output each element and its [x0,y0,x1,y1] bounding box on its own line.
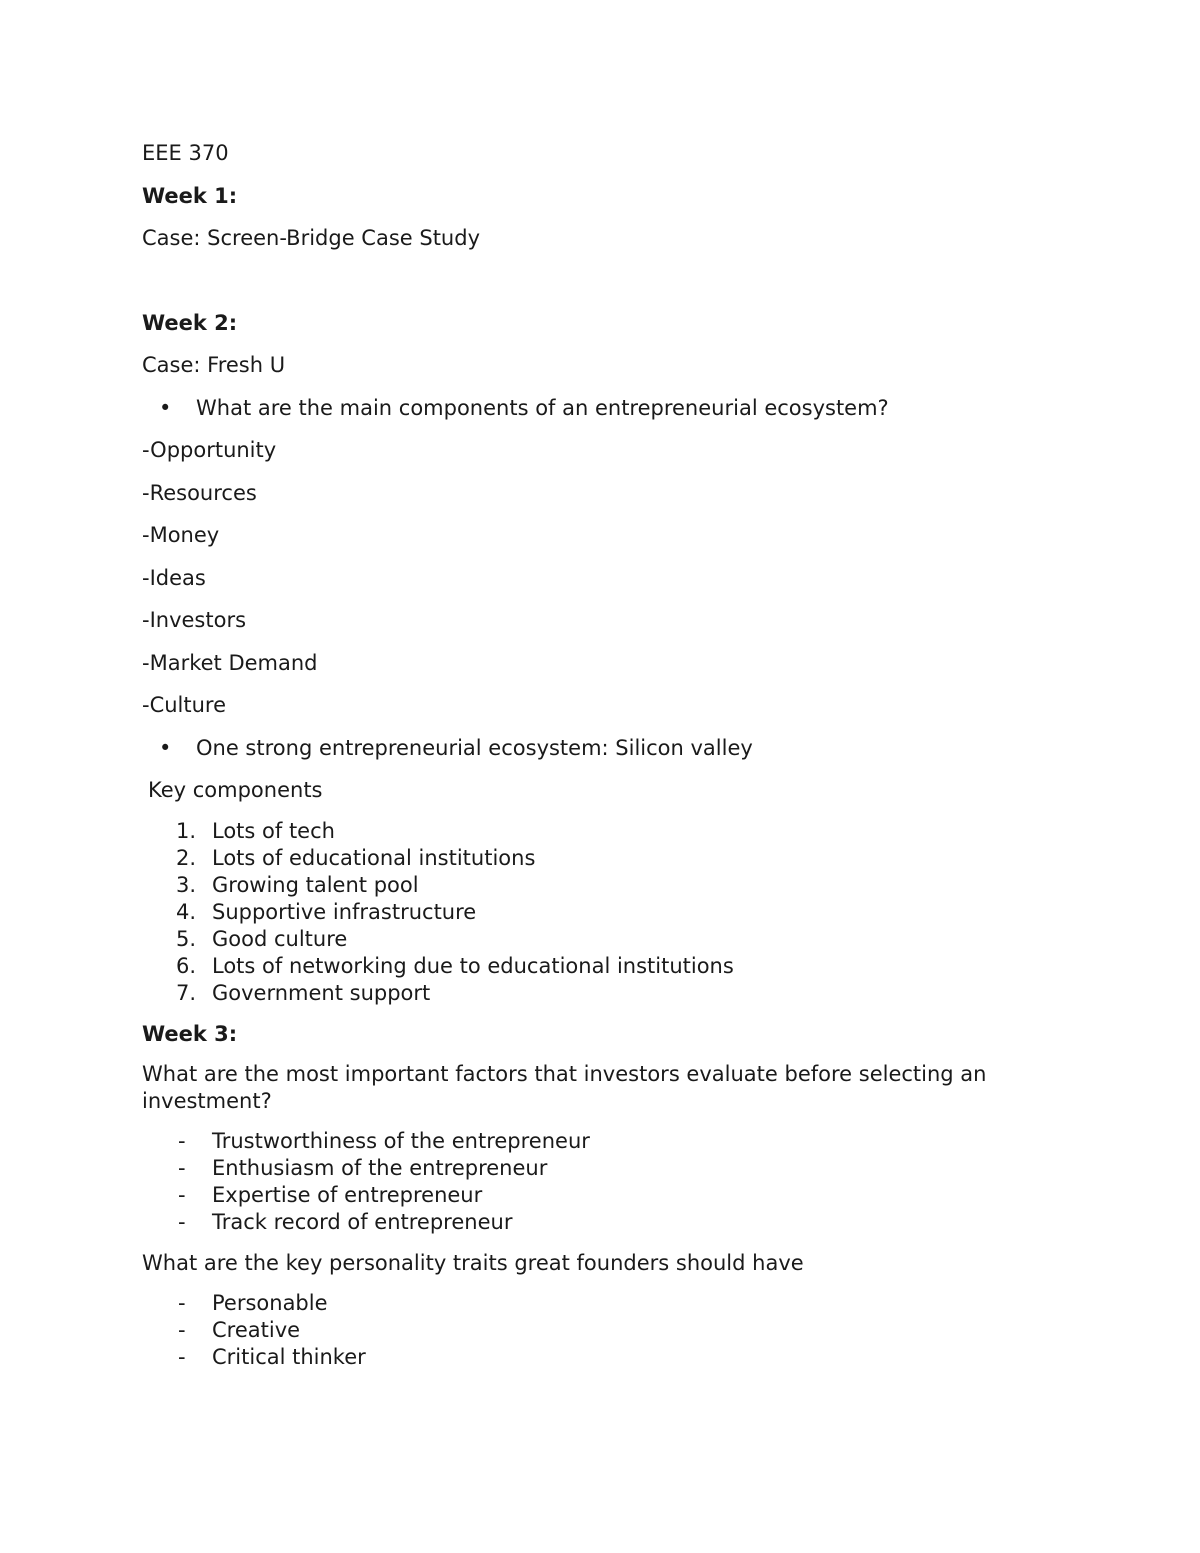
list-number: 1. [176,818,197,843]
list-item [142,1209,1042,1236]
week2-question-bullet [142,393,1042,423]
dash-marker: - [178,1182,186,1207]
list-number: 2. [176,845,197,870]
week3-heading: Week 3: [142,1021,238,1046]
list-item-text: Enthusiasm of the entrepreneur [212,1155,548,1180]
list-item-text: Creative [212,1318,301,1342]
list-item-text: Track record of entrepreneur [212,1209,513,1234]
list-item-text: Expertise of entrepreneur [212,1182,483,1207]
list-number: 5. [176,926,197,951]
week2-question: What are the main components of an entrepreneurial ecosystem? [196,395,889,420]
list-item [142,1182,1042,1209]
week2-example-bullet [142,733,1042,763]
dash-marker: - [178,1291,186,1315]
list-number: 4. [176,899,197,924]
list-item [142,926,1042,953]
key-components-label: Key components [148,778,323,802]
week2-heading: Week 2: [142,310,238,335]
component-item: -Opportunity [142,438,277,462]
list-item [142,1344,1042,1371]
list-item [142,1128,1042,1155]
list-item [142,1155,1042,1182]
component-item: -Ideas [142,565,206,590]
list-number: 6. [176,953,197,978]
investor-factors-list [142,1128,1042,1236]
list-item-text: Trustworthiness of the entrepreneur [212,1128,590,1153]
component-item: -Market Demand [142,650,318,675]
component-item: -Resources [142,480,257,505]
list-item-text: Lots of networking due to educational institutions [212,953,734,978]
component-item: -Money [142,523,220,547]
component-item: -Investors [142,608,247,632]
course-title: EEE 370 [142,141,229,165]
list-item-text: Critical thinker [212,1345,366,1369]
list-item-text: Supportive infrastructure [212,899,477,924]
list-item [142,980,1042,1007]
list-number: 3. [176,872,197,897]
list-item [142,818,1042,845]
list-item [142,899,1042,926]
dash-marker: - [178,1345,186,1369]
bullet-dot-icon: • [159,735,172,760]
list-item [142,845,1042,872]
dash-marker: - [178,1209,186,1234]
founder-traits-list [142,1290,1042,1371]
list-item-text: Growing talent pool [212,872,419,897]
list-item [142,953,1042,980]
list-number: 7. [176,980,197,1005]
blank-line [142,266,1042,308]
week2-case: Case: Fresh U [142,353,286,377]
dash-marker: - [178,1318,186,1342]
list-item [142,1317,1042,1344]
week2-example: One strong entrepreneurial ecosystem: Silicon valley [196,735,753,760]
week1-heading: Week 1: [142,183,238,208]
list-item-text: Good culture [212,926,348,951]
dash-marker: - [178,1155,186,1180]
list-item-text: Lots of educational institutions [212,845,536,870]
component-item: -Culture [142,693,227,717]
list-item-text: Lots of tech [212,818,335,843]
list-item [142,872,1042,899]
document-page [142,138,1042,1383]
week1-case: Case: Screen-Bridge Case Study [142,226,480,250]
week3-question-investors: What are the most important factors that investors evaluate before selecting an investment? [142,1062,987,1113]
list-item-text: Personable [212,1291,328,1315]
key-components-list [142,818,1042,1007]
week3-question-traits: What are the key personality traits great founders should have [142,1250,804,1275]
bullet-dot-icon: • [159,395,172,420]
dash-marker: - [178,1128,186,1153]
list-item-text: Government support [212,980,431,1005]
list-item [142,1290,1042,1317]
